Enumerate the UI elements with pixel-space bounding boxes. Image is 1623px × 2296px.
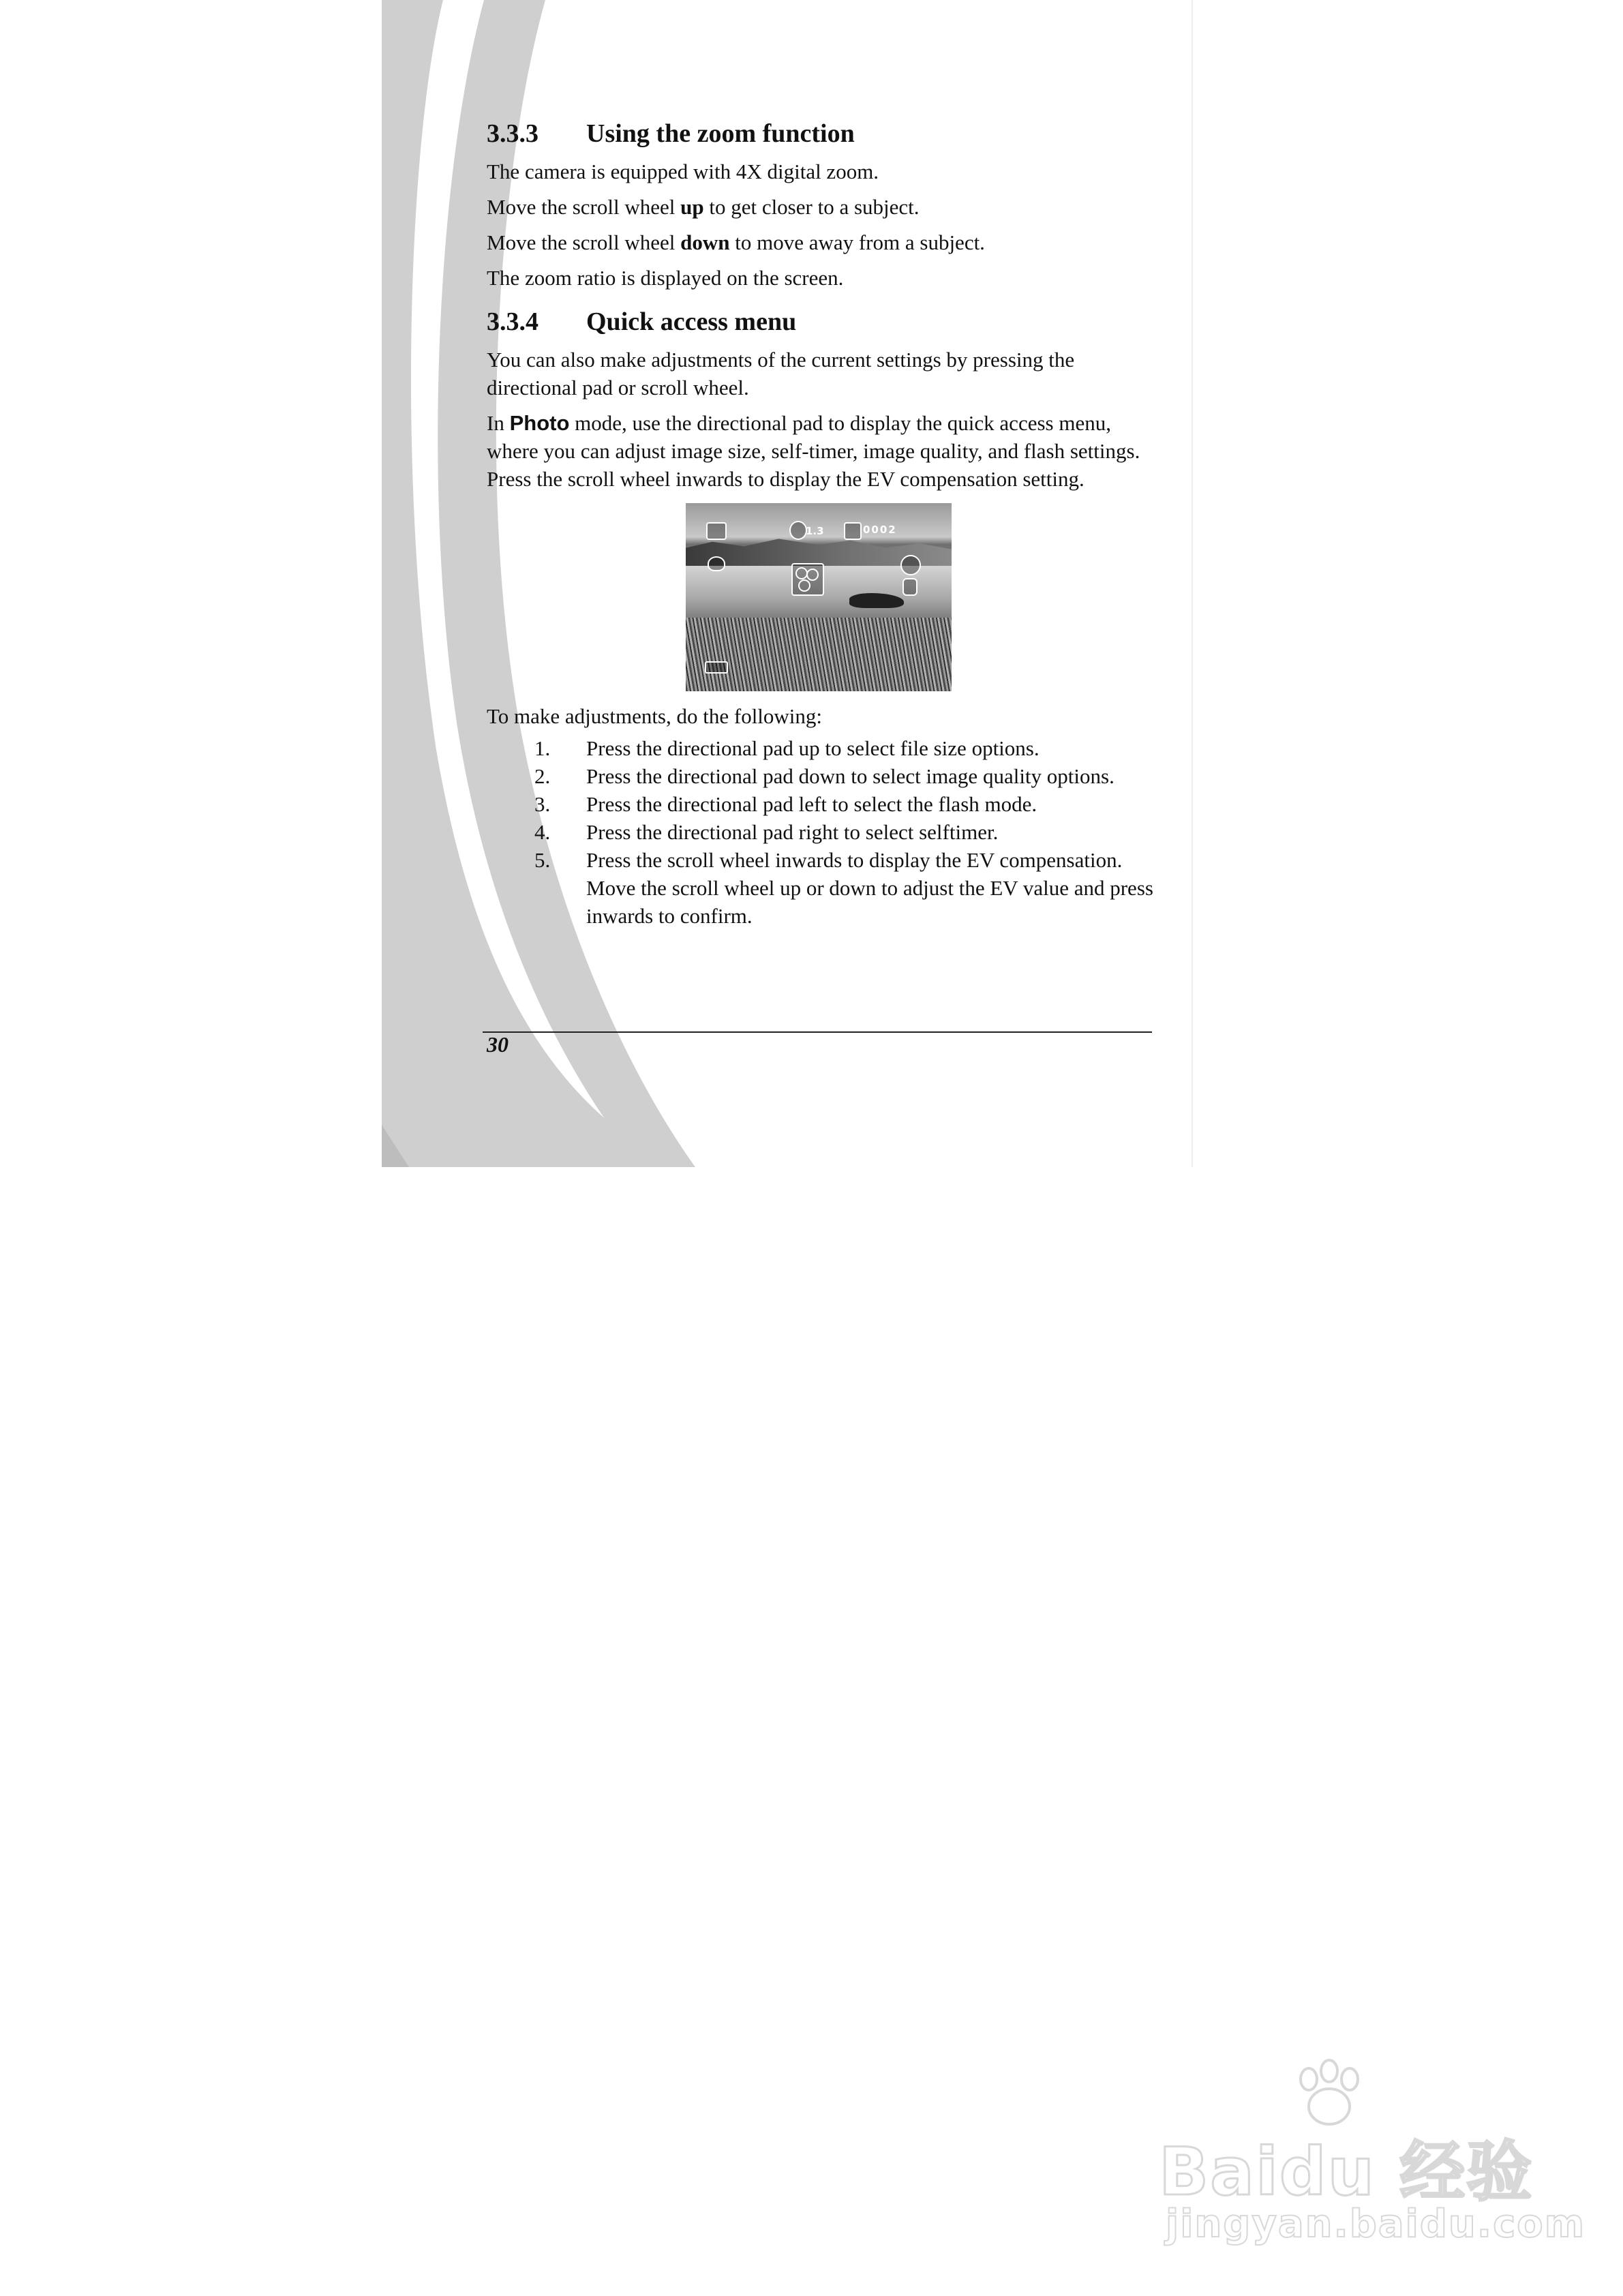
paragraph: The camera is equipped with 4X digital zoom. xyxy=(487,160,879,183)
quick-menu-quality-icon xyxy=(791,563,824,596)
text-run: to move away from a subject. xyxy=(729,230,985,254)
resolution-value: 1.3 xyxy=(806,525,824,537)
camera-mode-icon xyxy=(706,522,727,540)
footer-rule xyxy=(483,1031,1152,1033)
step-number: 5. xyxy=(534,848,551,872)
section-title: Quick access menu xyxy=(586,307,797,336)
paragraph xyxy=(487,228,1155,256)
list-item xyxy=(487,762,1155,790)
section-heading xyxy=(487,305,1155,338)
text-run: Move the scroll wheel xyxy=(487,230,681,254)
step-text: Press the scroll wheel inwards to display the EV compensation. Move the scroll wheel up or down to adjust the EV value and press inwards to confirm. xyxy=(586,848,1153,928)
step-text: Press the directional pad left to select the flash mode. xyxy=(586,792,1037,816)
baidu-watermark xyxy=(1159,2059,1586,2263)
memory-card-icon xyxy=(844,522,862,540)
section-heading xyxy=(487,117,1155,150)
bold-term: Photo xyxy=(509,411,570,435)
step-number: 3. xyxy=(534,792,551,816)
flash-icon xyxy=(900,555,921,575)
grass-foreground xyxy=(686,618,952,691)
list-item xyxy=(487,734,1155,762)
page-number: 30 xyxy=(487,1032,509,1057)
text-run: In xyxy=(487,411,510,435)
watermark-logo: Baidu 经验 xyxy=(1159,2134,1534,2210)
list-item xyxy=(487,790,1155,818)
step-text: Press the directional pad up to select file size options. xyxy=(586,736,1040,760)
list-item xyxy=(487,846,1155,930)
steps-list xyxy=(487,734,1155,930)
section-quick-access-menu xyxy=(487,305,1155,930)
stabilizer-hand-icon xyxy=(902,578,917,596)
list-item xyxy=(487,818,1155,846)
section-number: 3.3.4 xyxy=(487,307,539,336)
document-content xyxy=(487,117,1155,930)
paragraph xyxy=(487,193,1155,221)
step-text: Press the directional pad right to select selftimer. xyxy=(586,820,999,844)
paragraph xyxy=(487,409,1155,493)
steps-intro: To make adjustments, do the following: xyxy=(487,704,823,728)
macro-flower-icon xyxy=(708,556,725,571)
watermark-url: jingyan.baidu.com xyxy=(1166,2202,1586,2246)
step-number: 4. xyxy=(534,820,551,844)
step-number: 2. xyxy=(534,764,551,788)
paragraph: You can also make adjustments of the current settings by pressing the directional pad or scroll wheel. xyxy=(487,348,1075,399)
bold-term: up xyxy=(680,195,704,219)
section-zoom-function xyxy=(487,117,1155,292)
text-run: to get closer to a subject. xyxy=(703,195,920,219)
text-run: Move the scroll wheel xyxy=(487,195,681,219)
step-number: 1. xyxy=(534,736,551,760)
section-title: Using the zoom function xyxy=(586,119,855,148)
step-text: Press the directional pad down to select image quality options. xyxy=(586,764,1114,788)
shot-count: 0002 xyxy=(863,524,897,536)
battery-icon xyxy=(705,661,728,674)
text-run: mode, use the directional pad to display the quick access menu, where you can adjust image size, self-timer, image quality, and flash settings. Press the scroll wheel inwards to display the EV compensation setting. xyxy=(487,411,1140,491)
camera-screen-image xyxy=(686,503,952,691)
resolution-icon xyxy=(789,521,807,540)
bold-term: down xyxy=(680,230,730,254)
page-edge xyxy=(1192,0,1193,1167)
paragraph: The zoom ratio is displayed on the screen. xyxy=(487,266,844,290)
section-number: 3.3.3 xyxy=(487,119,539,148)
